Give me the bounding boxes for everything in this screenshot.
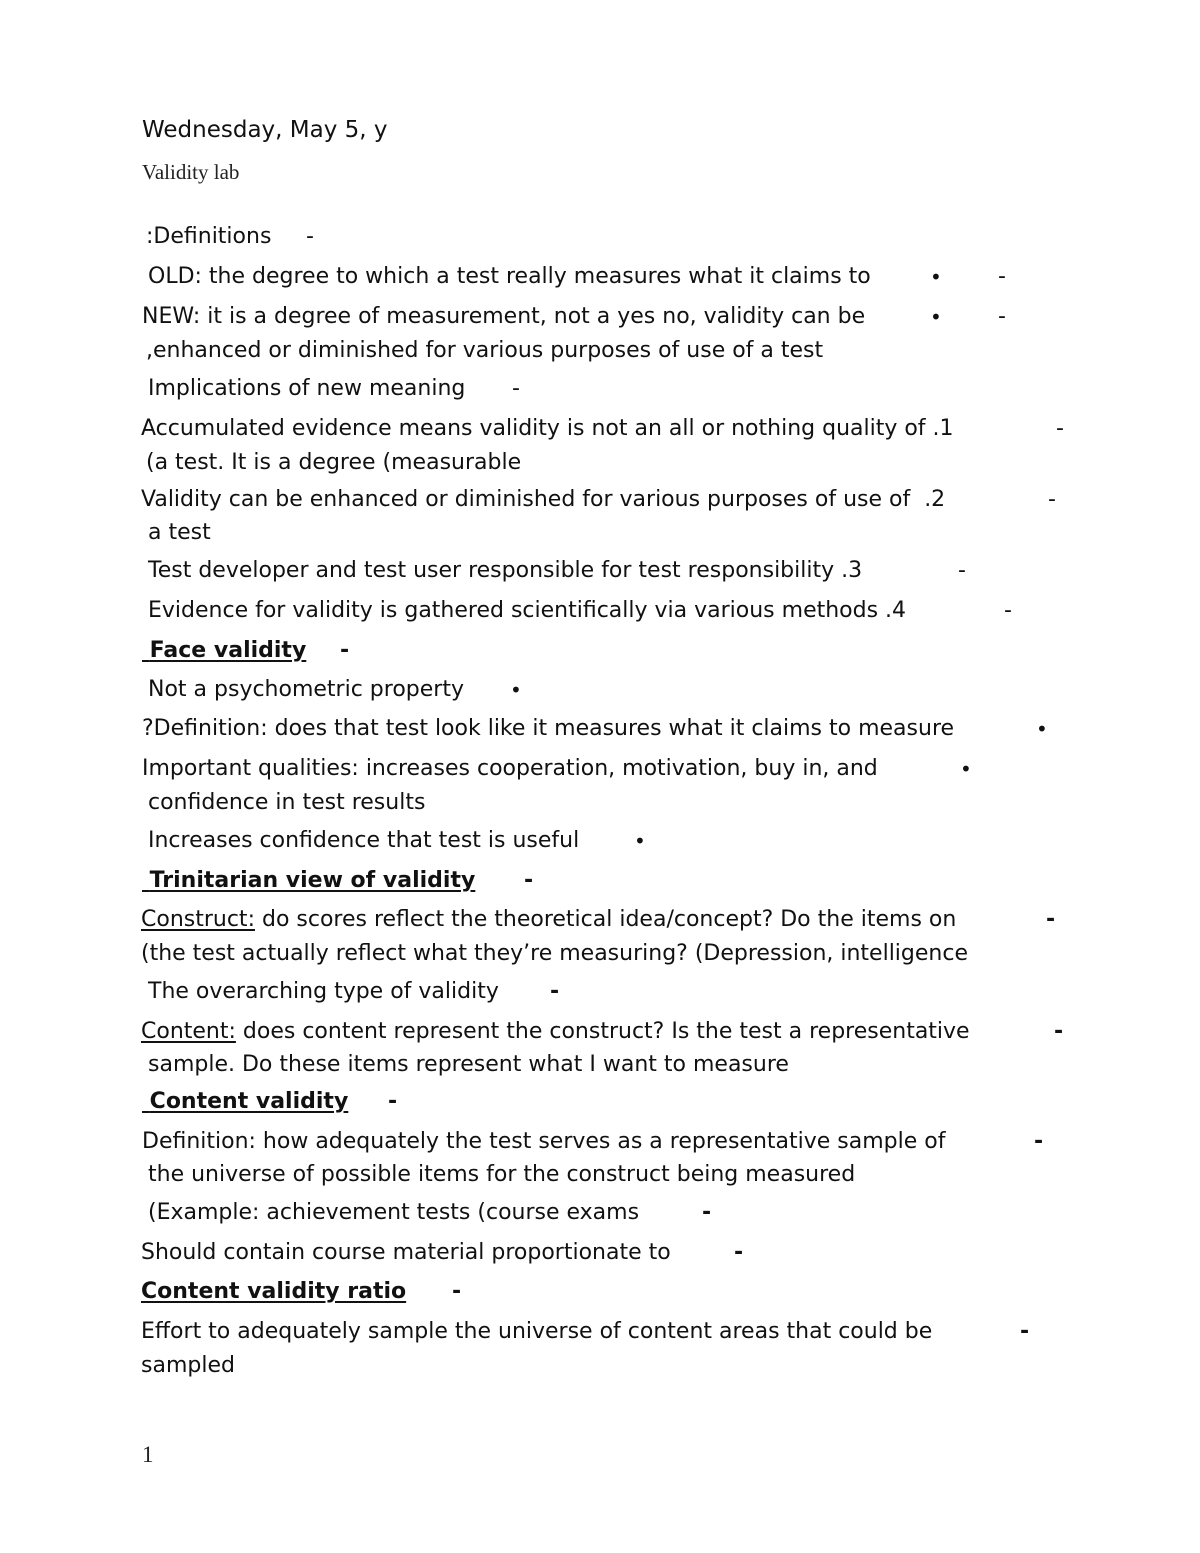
dash-marker: - bbox=[1048, 487, 1056, 512]
dash-marker: - bbox=[958, 558, 966, 583]
dash-marker: - bbox=[1056, 416, 1064, 441]
dash-marker: - bbox=[512, 376, 520, 401]
trinitarian-heading bbox=[142, 867, 475, 895]
face-validity-heading-text: Face validity bbox=[149, 638, 307, 663]
dash-marker: - bbox=[998, 304, 1006, 329]
implication-3: Test developer and test user responsible for test responsibility .3 bbox=[148, 558, 863, 583]
content-validity-heading bbox=[142, 1088, 348, 1116]
effort-line-1: Effort to adequately sample the universe of content areas that could be bbox=[141, 1319, 933, 1344]
construct-line-2: (the test actually reflect what they’re measuring? (Depression, intelligence bbox=[141, 941, 968, 966]
bullet-marker: • bbox=[930, 305, 942, 329]
dash-marker: - bbox=[524, 868, 534, 893]
dash-marker: - bbox=[1054, 1019, 1064, 1044]
overarching-type: The overarching type of validity bbox=[148, 979, 499, 1004]
definition-old: OLD: the degree to which a test really measures what it claims to bbox=[148, 264, 871, 289]
content-validity-definition-line-1: Definition: how adequately the test serves as a representative sample of bbox=[142, 1129, 946, 1154]
bullet-marker: • bbox=[510, 678, 522, 702]
dash-marker: - bbox=[388, 1089, 398, 1114]
date-heading: Wednesday, May 5, y bbox=[142, 117, 388, 143]
dash-marker: - bbox=[1046, 907, 1056, 932]
bullet-marker: • bbox=[1036, 717, 1048, 741]
implication-1-line-1: Accumulated evidence means validity is not an all or nothing quality of .1 bbox=[141, 416, 954, 441]
face-validity-point-3-line-2: confidence in test results bbox=[148, 790, 426, 815]
implication-2-line-1: Validity can be enhanced or diminished for various purposes of use of .2 bbox=[141, 487, 946, 512]
face-validity-point-2: ?Definition: does that test look like it measures what it claims to measure bbox=[142, 716, 955, 741]
content-line-2: sample. Do these items represent what I want to measure bbox=[148, 1052, 789, 1077]
content-validity-example: (Example: achievement tests (course exams bbox=[148, 1200, 640, 1225]
document-title: Validity lab bbox=[142, 160, 240, 184]
face-validity-point-3-line-1: Important qualities: increases cooperation, motivation, buy in, and bbox=[142, 756, 878, 781]
implication-2-line-2: a test bbox=[148, 520, 211, 545]
content-validity-ratio-heading: Content validity ratio bbox=[141, 1279, 407, 1304]
content-validity-definition-line-2: the universe of possible items for the construct being measured bbox=[148, 1162, 856, 1187]
dash-marker: - bbox=[550, 979, 560, 1004]
content-line-1 bbox=[141, 1018, 970, 1046]
construct-line-1 bbox=[141, 906, 956, 934]
dash-marker: - bbox=[452, 1279, 462, 1304]
implication-1-line-2: (a test. It is a degree (measurable bbox=[146, 450, 522, 475]
face-validity-point-1: Not a psychometric property bbox=[148, 677, 464, 702]
dash-marker: - bbox=[1034, 1129, 1044, 1154]
page-number: 1 bbox=[142, 1442, 154, 1467]
construct-label: Construct: bbox=[141, 907, 255, 932]
dash-marker: - bbox=[1004, 598, 1012, 623]
implications-heading: Implications of new meaning bbox=[148, 376, 466, 401]
definition-new-line-1: NEW: it is a degree of measurement, not a yes no, validity can be bbox=[142, 304, 866, 329]
content-validity-should-contain: Should contain course material proportionate to bbox=[141, 1240, 671, 1265]
dash-marker: - bbox=[734, 1240, 744, 1265]
dash-marker: - bbox=[306, 224, 314, 249]
trinitarian-heading-text: Trinitarian view of validity bbox=[149, 868, 476, 893]
definitions-heading: :Definitions bbox=[146, 224, 272, 249]
bullet-marker: • bbox=[634, 829, 646, 853]
implication-4: Evidence for validity is gathered scientifically via various methods .4 bbox=[148, 598, 907, 623]
bullet-marker: • bbox=[930, 265, 942, 289]
dash-marker: - bbox=[702, 1200, 712, 1225]
dash-marker: - bbox=[1020, 1319, 1030, 1344]
content-text: does content represent the construct? Is the test a representative bbox=[235, 1019, 970, 1044]
effort-line-2: sampled bbox=[141, 1353, 235, 1378]
face-validity-heading bbox=[142, 637, 306, 665]
definition-new-line-2: ,enhanced or diminished for various purposes of use of a test bbox=[146, 338, 824, 363]
bullet-marker: • bbox=[960, 757, 972, 781]
construct-text: do scores reflect the theoretical idea/concept? Do the items on bbox=[254, 907, 957, 932]
dash-marker: - bbox=[998, 264, 1006, 289]
content-label: Content: bbox=[141, 1019, 236, 1044]
content-validity-heading-text: Content validity bbox=[149, 1089, 349, 1114]
dash-marker: - bbox=[340, 638, 350, 663]
face-validity-point-4: Increases confidence that test is useful bbox=[148, 828, 580, 853]
